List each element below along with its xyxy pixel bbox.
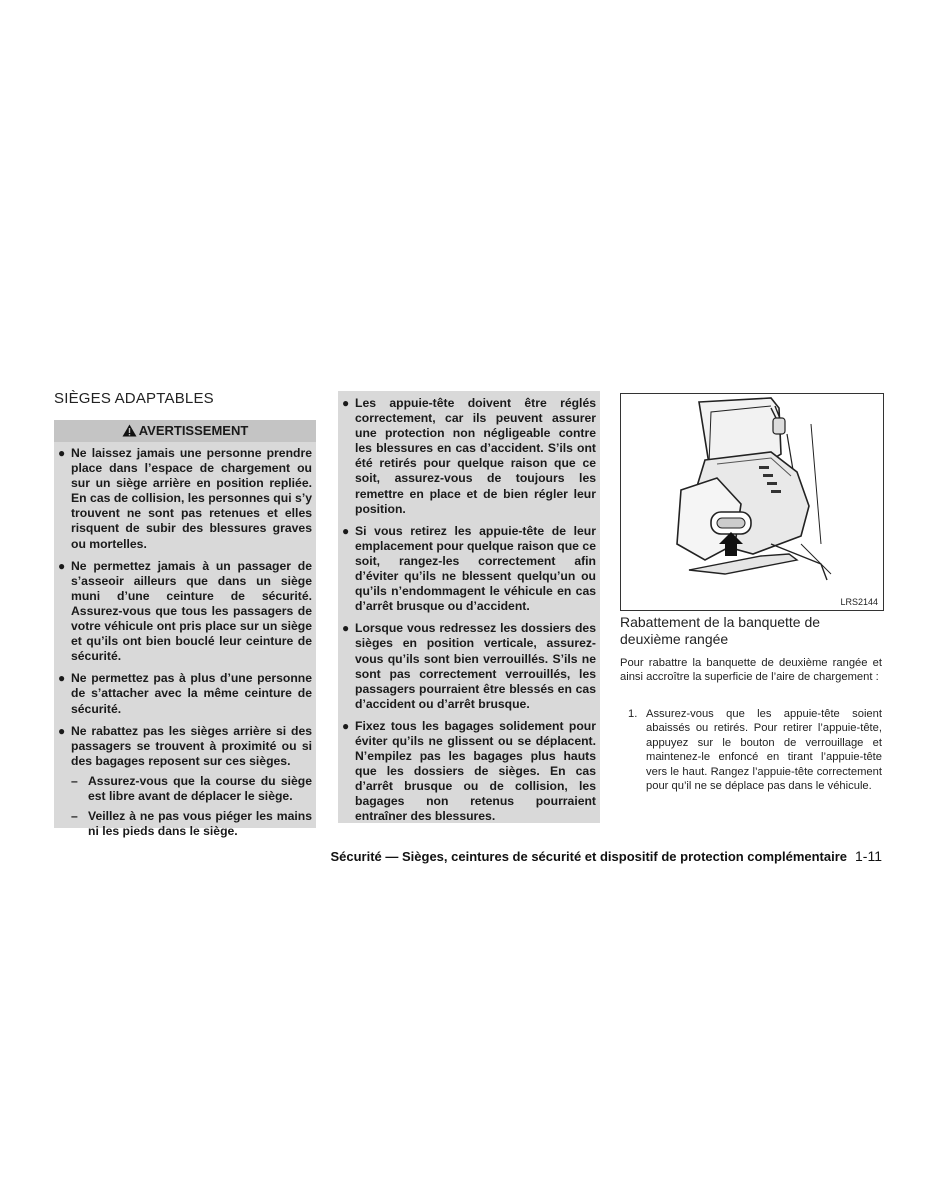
caution-item: ● Lorsque vous redressez les dossiers des sièges en position verticale, assurez-vous qu’ils sont bien verrouillés. S’ils ne sont pas correctement verrouillés, les passagers pourraient être blessés en cas d’accident ou d’arrêt brusque. <box>342 621 596 711</box>
page-number: 1-11 <box>855 848 882 864</box>
caution-list <box>342 396 596 832</box>
figure-code: LRS2144 <box>840 597 878 607</box>
bullet-icon: ● <box>58 558 66 573</box>
step-number: 1. <box>628 708 638 720</box>
warning-header <box>54 420 316 442</box>
bullet-icon: ● <box>342 396 350 410</box>
seat-fold-illustration-icon <box>621 394 883 610</box>
warning-triangle-icon <box>122 422 137 444</box>
caution-box <box>338 391 600 823</box>
step-text: Assurez-vous que les appuie-tête soient abaissés ou retirés. Pour retirer l’appuie-tête, appuyez sur le bouton de verrouillage et maintenez-le enfoncé en tirant l’appuie-tête vers le haut. Rangez l’appuie-tête correctement pour qu’il ne se déplace pas dans le véhicule. <box>646 708 882 793</box>
bullet-icon: ● <box>342 718 350 733</box>
intro-paragraph: Pour rabattre la banquette de deuxième rangée et ainsi accroître la superficie de l’aire de chargement : <box>620 657 882 684</box>
section-title: SIÈGES ADAPTABLES <box>54 390 214 407</box>
seat-illustration <box>620 393 884 611</box>
bullet-icon: ● <box>58 446 66 460</box>
warning-item: ● Ne permettez pas à plus d’une personne de s’attacher avec la même ceinture de sécurité. <box>58 671 312 716</box>
warning-item: ● Ne rabattez pas les sièges arrière si des passagers se trouvent à proximité ou si des bagages reposent sur ces sièges. – Assurez-vous que la course du siège est libre avant de déplacer le siège. – Veillez à ne pas vous piéger les mains ni les pieds dans le siège. <box>58 723 312 839</box>
bullet-icon: ● <box>58 723 66 738</box>
figure-caption: Rabattement de la banquette de deuxième rangée <box>620 614 821 647</box>
footer-title: Sécurité — Sièges, ceintures de sécurité et dispositif de protection complémentaire <box>330 849 848 864</box>
caution-item: ● Les appuie-tête doivent être réglés correctement, car ils peuvent assurer une protection non négligeable contre les blessures en cas d’accident. S’ils ont été retirés pour quelque raison que ce soit, assurez-vous de toujours les remettre en place et de bien régler leur position. <box>342 396 596 516</box>
warning-list <box>58 446 312 846</box>
warning-item: ● Ne permettez jamais à un passager de s’asseoir ailleurs que dans un siège muni d’une ceinture de sécurité. Assurez-vous que tous les passagers de votre véhicule ont pris place sur un siège et qu’ils ont bien bouclé leur ceinture de sécurité. <box>58 558 312 664</box>
page-footer <box>54 848 882 864</box>
bullet-icon: ● <box>342 523 350 538</box>
bullet-icon: ● <box>342 621 350 636</box>
caution-item: ● Si vous retirez les appuie-tête de leur emplacement pour quelque raison que ce soit, rangez-les correctement afin d’éviter qu’ils ne blessent quelqu’un ou qu’ils n’endommagent le véhicule en cas d’arrêt brusque ou d’accident. <box>342 523 596 614</box>
step-item <box>620 707 882 793</box>
caution-item: ● Fixez tous les bagages solidement pour éviter qu’ils ne glissent ou se déplacent. N’empilez pas les bagages plus hauts que les dossiers de sièges. En cas d’arrêt brusque ou de collision, les bagages non retenus pourraient entraîner des blessures. <box>342 718 596 824</box>
bullet-icon: ● <box>58 671 66 686</box>
warning-box <box>54 420 316 839</box>
warning-item: ● Ne laissez jamais une personne prendre place dans l’espace de chargement ou sur un siège arrière en position repliée. En cas de collision, les personnes qui s’y trouvent ne sont pas retenues et elles risquent de subir des blessures graves ou mortelles. <box>58 446 312 551</box>
warning-subitem: – Veillez à ne pas vous piéger les mains ni les pieds dans le siège. <box>71 809 312 839</box>
warning-subitem: – Assurez-vous que la course du siège est libre avant de déplacer le siège. <box>71 773 312 803</box>
warning-header-label: AVERTISSEMENT <box>138 423 249 438</box>
